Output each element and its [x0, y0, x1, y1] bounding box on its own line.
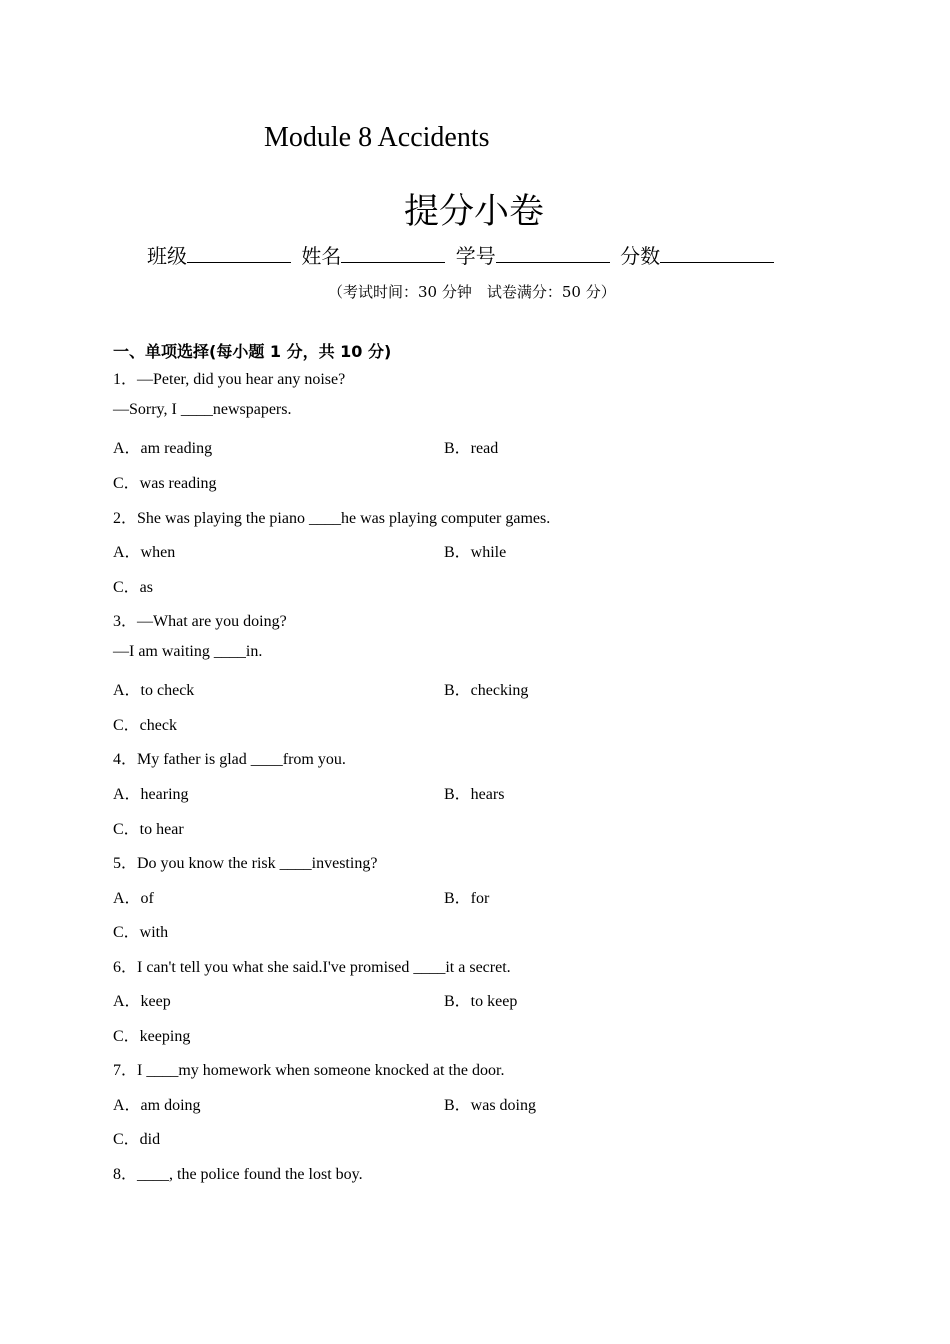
question-7-option-a: A．am doing — [113, 1097, 201, 1114]
section-heading: 一、单项选择(每小题 1 分，共 10 分) — [113, 342, 392, 361]
question-3-line2: —I am waiting ____in. — [113, 643, 263, 660]
question-3-option-c: C．check — [113, 717, 177, 734]
name-label: 姓名 — [301, 244, 342, 268]
question-6-option-a: A．keep — [113, 993, 171, 1010]
question-5-option-c: C．with — [113, 924, 169, 941]
question-2-option-a: A．when — [113, 544, 176, 561]
question-1-option-b: B．read — [444, 440, 499, 457]
question-5-line1: 5．Do you know the risk ____investing? — [113, 855, 378, 872]
question-2-option-b: B．while — [444, 544, 507, 561]
question-3-line1: 3．—What are you doing? — [113, 613, 287, 630]
question-6-option-c: C．keeping — [113, 1028, 191, 1045]
question-2-option-c: C．as — [113, 579, 154, 596]
student-info-line — [147, 240, 778, 269]
question-1-line2: —Sorry, I ____newspapers. — [113, 401, 292, 418]
question-1-option-c: C．was reading — [113, 475, 217, 492]
question-5-option-a: A．of — [113, 890, 154, 907]
number-blank — [496, 244, 610, 263]
question-3-option-b: B．checking — [444, 682, 529, 699]
question-6-line1: 6．I can't tell you what she said.I've promised ____it a secret. — [113, 959, 511, 976]
class-blank — [187, 244, 291, 263]
question-3-option-a: A．to check — [113, 682, 195, 699]
question-1-line1: 1．—Peter, did you hear any noise? — [113, 371, 346, 388]
question-6-option-b: B．to keep — [444, 993, 518, 1010]
question-5-option-b: B．for — [444, 890, 490, 907]
question-1-option-a: A．am reading — [113, 440, 213, 457]
name-blank — [341, 244, 445, 263]
document-title: Module 8 Accidents — [264, 122, 490, 153]
question-8-line1: 8．____, the police found the lost boy. — [113, 1166, 363, 1183]
question-4-option-a: A．hearing — [113, 786, 189, 803]
score-blank — [660, 244, 774, 263]
question-7-option-c: C．did — [113, 1131, 161, 1148]
question-4-option-c: C．to hear — [113, 821, 184, 838]
document-subtitle: 提分小卷 — [404, 192, 545, 232]
number-label: 学号 — [455, 244, 496, 268]
question-7-option-b: B．was doing — [444, 1097, 537, 1114]
question-2-line1: 2．She was playing the piano ____he was playing computer games. — [113, 510, 551, 527]
question-4-option-b: B．hears — [444, 786, 505, 803]
exam-time-info: （考试时间：30 分钟 试卷满分：50 分） — [328, 283, 616, 301]
question-7-line1: 7．I ____my homework when someone knocked at the door. — [113, 1062, 505, 1079]
score-label: 分数 — [620, 244, 661, 268]
question-4-line1: 4．My father is glad ____from you. — [113, 751, 346, 768]
class-label: 班级 — [147, 244, 187, 268]
